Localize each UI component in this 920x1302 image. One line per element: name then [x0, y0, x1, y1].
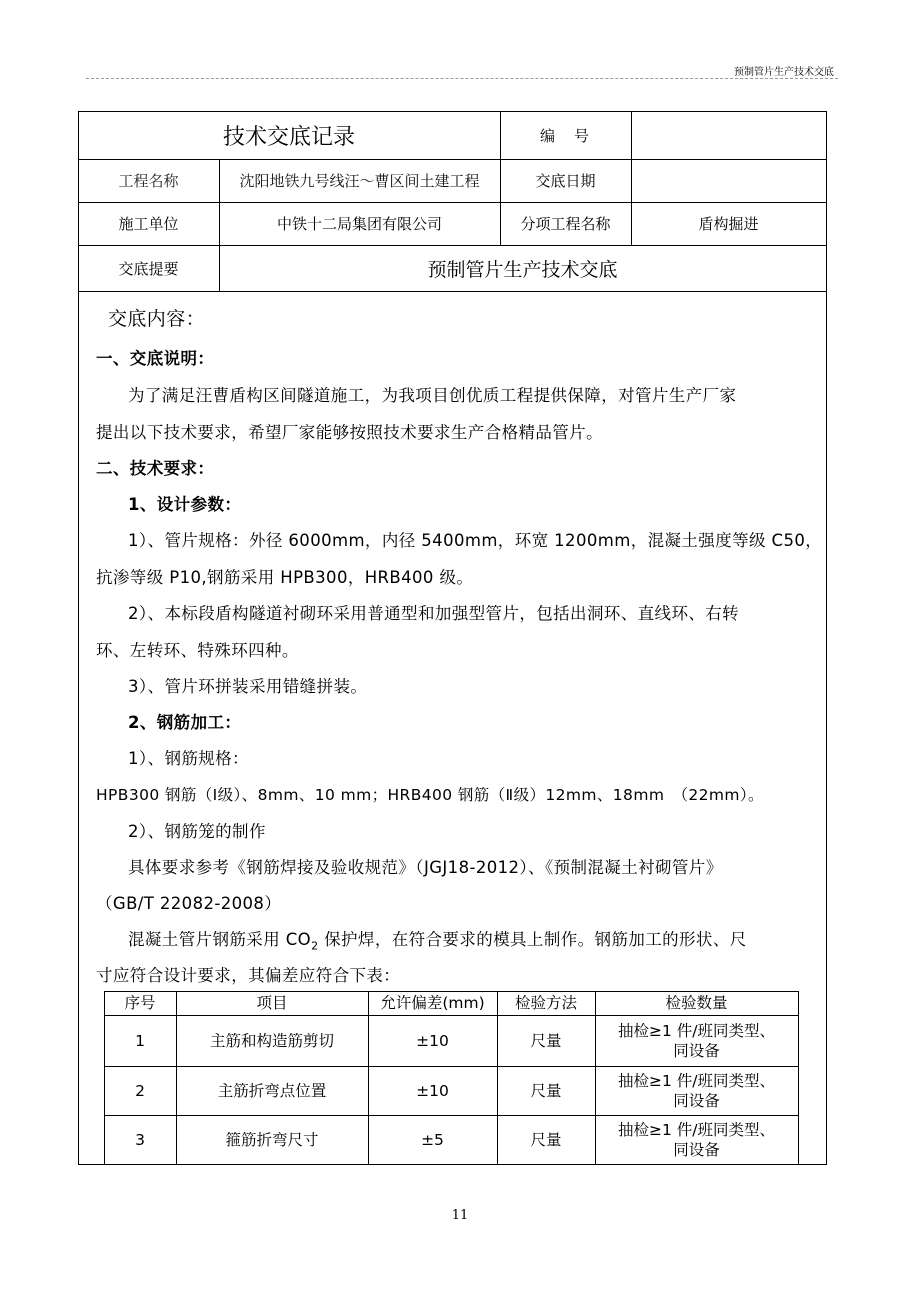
- quantity-line2: 同设备: [673, 1041, 720, 1060]
- project-label: 工程名称: [118, 172, 179, 190]
- date-label: 交底日期: [535, 172, 596, 190]
- table-cell-method: 尺量: [530, 1031, 562, 1050]
- table-cell-no: 2: [135, 1081, 145, 1100]
- table-cell-method: 尺量: [530, 1081, 562, 1100]
- rebar-spec-line: HPB300 钢筋（Ⅰ级）、8mm、10 mm；HRB400 钢筋（Ⅱ级）12mm、18mm （22mm）。: [96, 786, 764, 804]
- header-rule: [86, 78, 838, 79]
- page-number: 11: [451, 1208, 469, 1223]
- table-rule: [104, 1164, 799, 1165]
- table-header-quantity: 检验数量: [665, 994, 728, 1012]
- contractor-label: 施工单位: [118, 215, 179, 233]
- quantity-line2: 同设备: [673, 1091, 720, 1110]
- content-heading: 交底内容：: [108, 308, 206, 330]
- subsection-1-title: 1、设计参数：: [128, 495, 242, 514]
- summary-label: 交底提要: [118, 259, 179, 278]
- section-1-paragraph-line2: 提出以下技术要求，希望厂家能够按照技术要求生产合格精品管片。: [96, 423, 603, 442]
- table-cell-quantity: [595, 1066, 798, 1115]
- table-cell-item: 主筋折弯点位置: [217, 1081, 327, 1100]
- table-cell-tolerance: ±10: [416, 1081, 449, 1100]
- table-header-method: 检验方法: [514, 994, 577, 1012]
- form-title: 技术交底记录: [222, 125, 355, 150]
- subproject-value: 盾构掘进: [698, 215, 759, 233]
- quantity-line1: 抽检≥1 件/班同类型、: [618, 1120, 775, 1139]
- table-cell-item: 主筋和构造筋剪切: [209, 1031, 334, 1050]
- quantity-line2: 同设备: [673, 1140, 720, 1159]
- table-rule: [798, 991, 799, 1165]
- table-cell-tolerance: ±5: [421, 1130, 444, 1149]
- table-cell-item: 箍筋折弯尺寸: [225, 1130, 319, 1149]
- item-2-line1: 2）、本标段盾构隧道衬砌环采用普通型和加强型管片，包括出洞环、直线环、右转: [128, 604, 740, 623]
- table-cell-quantity: [595, 1115, 798, 1164]
- weld-line2: 寸应符合设计要求，其偏差应符合下表：: [96, 966, 401, 985]
- cage-reference-line1: 具体要求参考《钢筋焊接及验收规范》（JGJ18-2012）、《预制混凝土衬砌管片》: [128, 858, 723, 877]
- table-header-item: 项目: [256, 994, 288, 1012]
- section-1-title: 一、交底说明：: [96, 349, 215, 368]
- summary-value: 预制管片生产技术交底: [427, 258, 618, 281]
- item-1-line1: 1）、管片规格：外径 6000mm，内径 5400mm，环宽 1200mm，混凝土强度等级 C50，: [128, 531, 823, 550]
- table-cell-quantity: [595, 1015, 798, 1066]
- quantity-line1: 抽检≥1 件/班同类型、: [618, 1021, 775, 1040]
- contractor-value: 中铁十二局集团有限公司: [276, 215, 442, 233]
- weld-line1: [128, 929, 848, 956]
- section-2-title: 二、技术要求：: [96, 459, 215, 478]
- table-header-tolerance: 允许偏差(mm): [380, 994, 485, 1012]
- table-header-no: 序号: [124, 994, 156, 1012]
- page-header: 预制管片生产技术交底: [734, 67, 834, 78]
- weld-line1-post: 保护焊，在符合要求的模具上制作。钢筋加工的形状、尺: [318, 930, 747, 949]
- table-cell-tolerance: ±10: [416, 1031, 449, 1050]
- table-cell-no: 3: [135, 1130, 145, 1149]
- date-value: [631, 159, 826, 202]
- section-1-paragraph-line1: 为了满足汪曹盾构区间隧道施工，为我项目创优质工程提供保障，对管片生产厂家: [128, 386, 737, 405]
- subproject-label: 分项工程名称: [520, 215, 611, 233]
- number-value: [631, 112, 826, 159]
- project-value: 沈阳地铁九号线汪～曹区间土建工程: [239, 172, 480, 190]
- quantity-line1: 抽检≥1 件/班同类型、: [618, 1071, 775, 1090]
- form-row-divider: [78, 291, 827, 292]
- cage-title: 2）、钢筋笼的制作: [128, 822, 266, 841]
- subsection-2-title: 2、钢筋加工：: [128, 713, 242, 732]
- cage-reference-line2: （GB/T 22082-2008）: [96, 894, 282, 913]
- weld-subscript: 2: [311, 939, 319, 953]
- table-cell-method: 尺量: [530, 1130, 562, 1149]
- rebar-spec-title: 1）、钢筋规格：: [128, 749, 249, 768]
- table-cell-no: 1: [135, 1031, 145, 1050]
- item-3: 3）、管片环拼装采用错缝拼装。: [128, 677, 368, 696]
- weld-line1-pre: 混凝土管片钢筋采用 CO: [128, 930, 312, 949]
- number-label: 编 号: [539, 127, 591, 145]
- item-2-line2: 环、左转环、特殊环四种。: [96, 641, 299, 660]
- item-1-line2: 抗渗等级 P10,钢筋采用 HPB300，HRB400 级。: [96, 568, 474, 587]
